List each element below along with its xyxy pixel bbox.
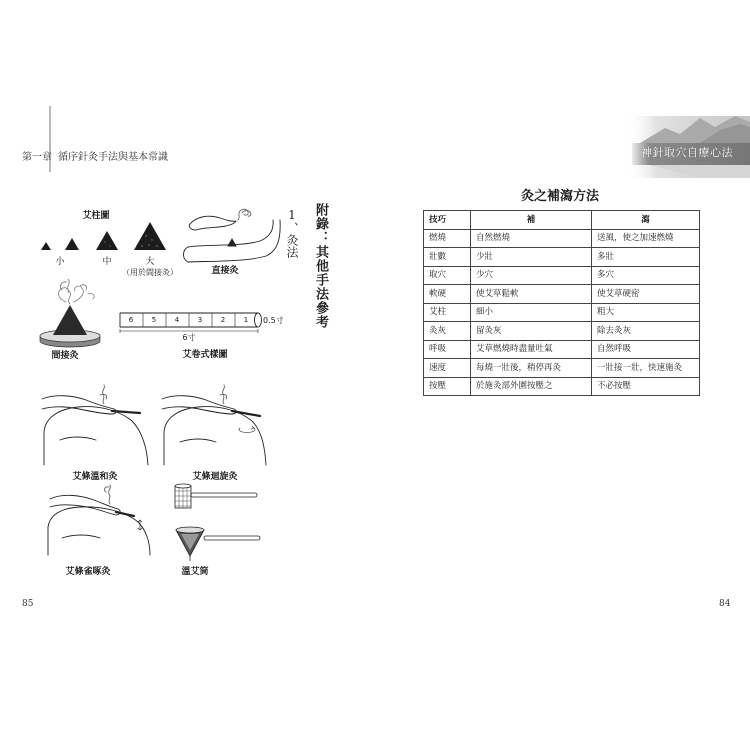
- technique-cell: 速度: [424, 359, 471, 378]
- roll-segment-label: 6: [128, 316, 134, 324]
- disperse-cell: 多壯: [592, 248, 700, 267]
- cone-label-medium: 中: [102, 257, 112, 267]
- page-number-right: 84: [719, 599, 731, 609]
- chapter-title: 循序針灸手法與基本常識: [58, 152, 168, 163]
- moxa-cones-drawing: [41, 222, 166, 250]
- tonify-cell: 自然燃燒: [471, 229, 592, 248]
- direct-moxibustion-drawing: [184, 209, 281, 262]
- header-tonify: 補: [471, 211, 592, 230]
- cone-medium: [96, 231, 118, 250]
- disperse-cell: 送風，使之加速燃燒: [592, 229, 700, 248]
- technique-cell: 燃燒: [424, 229, 471, 248]
- moxa-tube-drawing: [175, 484, 260, 561]
- table-header-row: [424, 211, 700, 230]
- tonify-disperse-table: [423, 210, 700, 396]
- roll-segment-label: 1: [243, 316, 249, 324]
- technique-cell: 壯數: [424, 248, 471, 267]
- table-title: 灸之補瀉方法: [520, 189, 600, 204]
- table-body: [424, 229, 700, 396]
- table-row: [424, 285, 700, 304]
- cone-label-large: 大: [145, 257, 155, 267]
- technique-cell: 艾柱: [424, 303, 471, 322]
- page-number-left: 85: [22, 599, 34, 609]
- table-row: [424, 377, 700, 396]
- roll-length-label: 6寸: [182, 333, 196, 342]
- tonify-cell: 少穴: [471, 266, 592, 285]
- tonify-cell: 使艾草鬆軟: [471, 285, 592, 304]
- disperse-cell: 除去灸灰: [592, 322, 700, 341]
- tonify-cell: 少壯: [471, 248, 592, 267]
- chapter-label: 第一章: [22, 152, 52, 163]
- table-row: [424, 340, 700, 359]
- moxa-roll-caption: 艾卷式樣圖: [182, 350, 228, 360]
- table-row: [424, 303, 700, 322]
- direct-moxibustion-caption: 直接灸: [211, 266, 239, 276]
- disperse-cell: 一壯接一壯，快速施灸: [592, 359, 700, 378]
- indirect-moxibustion-caption: 間接灸: [51, 351, 79, 361]
- table-row: [424, 359, 700, 378]
- disperse-cell: 使艾草硬密: [592, 285, 700, 304]
- tonify-cell: 細小: [471, 303, 592, 322]
- roll-diameter-label: 0.5寸: [263, 316, 284, 325]
- table-row: [424, 248, 700, 267]
- table-row: [424, 266, 700, 285]
- pecking-moxibustion-caption: 艾條雀啄灸: [65, 567, 111, 577]
- tonify-cell: 每燒一壯後，稍停再灸: [471, 359, 592, 378]
- moxa-roll-drawing: [120, 313, 262, 333]
- technique-cell: 按壓: [424, 377, 471, 396]
- subsection-title: 1、灸法: [285, 208, 299, 258]
- cone-large: [134, 222, 166, 250]
- disperse-cell: 多穴: [592, 266, 700, 285]
- cone-small: [65, 238, 79, 250]
- disperse-cell: 粗大: [592, 303, 700, 322]
- roll-segment-label: 3: [197, 316, 203, 324]
- moxa-cones-title: 艾柱圖: [82, 211, 110, 221]
- cone-label-small: 小: [55, 257, 65, 267]
- indirect-moxibustion-drawing: [40, 279, 100, 347]
- pecking-moxibustion-drawing: [48, 485, 150, 555]
- cone-tiny: [41, 242, 51, 250]
- technique-cell: 取穴: [424, 266, 471, 285]
- table-row: [424, 229, 700, 248]
- roll-segment-label: 2: [220, 316, 226, 324]
- tonify-cell: 艾草燃燒時盡量吐氣: [471, 340, 592, 359]
- roll-segment-label: 4: [174, 316, 180, 324]
- header-technique: 技巧: [424, 211, 471, 230]
- moxa-tube-caption: 溫艾筒: [181, 567, 209, 577]
- roll-segment-label: 5: [151, 316, 157, 324]
- disperse-cell: 自然呼吸: [592, 340, 700, 359]
- circling-moxibustion-caption: 艾條迴旋灸: [192, 472, 238, 482]
- technique-cell: 灸灰: [424, 322, 471, 341]
- mild-moxibustion-caption: 艾條溫和灸: [72, 472, 118, 482]
- table-row: [424, 322, 700, 341]
- technique-cell: 呼吸: [424, 340, 471, 359]
- mild-moxibustion-drawing: [42, 385, 148, 465]
- cone-note: （用於間接灸）: [122, 268, 178, 277]
- running-head: 神針取穴自療心法: [641, 146, 733, 159]
- technique-cell: 軟硬: [424, 285, 471, 304]
- section-title: 附錄：其他手法參考: [313, 203, 328, 329]
- tonify-cell: 留灸灰: [471, 322, 592, 341]
- tonify-cell: 於施灸部外圍按壓之: [471, 377, 592, 396]
- header-disperse: 瀉: [592, 211, 700, 230]
- circling-moxibustion-drawing: [162, 385, 266, 465]
- disperse-cell: 不必按壓: [592, 377, 700, 396]
